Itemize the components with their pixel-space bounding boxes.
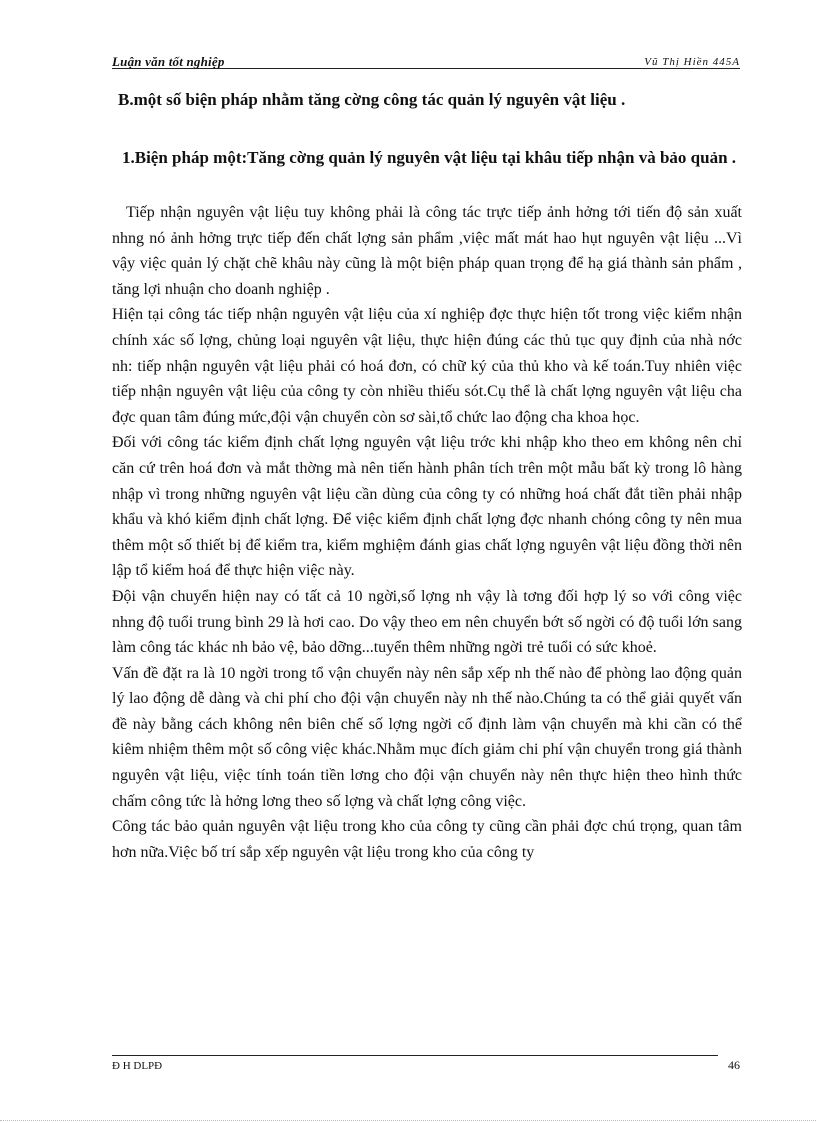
subsection-heading: 1.Biện pháp một:Tăng cờng quản lý nguyên vật liệu tại khâu tiếp nhận và bảo quản . bbox=[122, 148, 737, 167]
page-number: 46 bbox=[728, 1058, 740, 1072]
paragraph: Đội vận chuyển hiện nay có tất cả 10 ngời,số lợng nh vậy là tơng đối hợp lý so với công việc nhng độ tuổi trung bình 29 là hơi cao. Do vậy theo em nên chuyển bớt số ngời có độ tuổi lớn sang làm công tác khác nh bảo vệ, bảo dỡng...tuyển thêm những ngời trẻ tuổi có sức khoẻ. bbox=[112, 587, 742, 657]
section-heading: B.một số biện pháp nhằm tăng cờng công tác quản lý nguyên vật liệu . bbox=[118, 90, 626, 109]
running-header-author: Vũ Thị Hiền 445A bbox=[644, 56, 740, 68]
paragraph: Tiếp nhận nguyên vật liệu tuy không phải là công tác trực tiếp ảnh hởng tới tiến độ sản xuất nhng nó ảnh hởng trực tiếp đến chất lợng sản phẩm ,việc mất mát hao hụt nguyên vật liệu ...Vì vậy việc quản lý chặt chẽ khâu này cũng là một biện pháp quan trọng để hạ giá thành sản phẩm , tăng lợi nhuận cho doanh nghiệp . bbox=[112, 204, 742, 298]
paragraph: Vấn đề đặt ra là 10 ngời trong tổ vận chuyển này nên sắp xếp nh thế nào để phòng lao động quản lý lao động dễ dàng và chi phí cho đội vận chuyển này nh thế nào.Chúng ta có thể giải quyết vấn đề này bằng cách không nên biên chế số lợng ngời cố định làm vận chuyển mà khi cần có thể kiêm nhiệm thêm một số công việc khác.Nhằm mục đích giảm chi phí vận chuyển trong giá thành nguyên vật liệu, việc tính toán tiền lơng cho đội vận chuyển này nên thực hiện theo hình thức chấm công tức là hởng lơng theo số lợng và chất lợng công việc. bbox=[112, 664, 742, 810]
page-edge-divider bbox=[0, 1120, 816, 1121]
footer-institution: Đ H DLPĐ bbox=[112, 1060, 163, 1072]
running-header-title: Luận văn tốt nghiệp bbox=[112, 54, 225, 69]
footer-divider bbox=[112, 1055, 718, 1056]
paragraph: Công tác bảo quản nguyên vật liệu trong kho của công ty cũng cần phải đợc chú trọng, quan tâm hơn nữa.Việc bố trí sắp xếp nguyên vật liệu trong kho của công ty bbox=[112, 818, 742, 861]
header-divider bbox=[112, 68, 740, 69]
paragraph: Hiện tại công tác tiếp nhận nguyên vật liệu của xí nghiệp đợc thực hiện tốt trong việc kiểm nhận chính xác số lợng, chủng loại nguyên vật liệu, thực hiện đúng các thủ tục quy định của nhà nớc nh: tiếp nhận nguyên vật liệu phải có hoá đơn, có chữ ký của thủ kho và kế toán.Tuy nhiên việc tiếp nhận nguyên vật liệu của công ty còn nhiều thiếu sót.Cụ thể là chất lợng nguyên vật liệu cha đợc quan tâm đúng mức,đội vận chuyển còn sơ sài,tổ chức lao động cha khoa học. bbox=[112, 306, 742, 426]
body-text bbox=[112, 200, 742, 865]
paragraph: Đối với công tác kiểm định chất lợng nguyên vật liệu trớc khi nhập kho theo em không nên chỉ căn cứ trên hoá đơn và mắt thờng mà nên tiến hành phân tích trên một mẫu bất kỳ trong lô hàng nhập vì trong những nguyên vật liệu cần dùng của công ty có những hoá chất đắt tiền phải nhập khẩu và khó kiểm định chất lợng. Để việc kiểm định chất lợng đợc nhanh chóng công ty nên mua thêm một số thiết bị để kiểm tra, kiểm mghiệm đánh gias chất lợng nguyên vật liệu đồng thời nên lập tổ kiểm hoá để thực hiện việc này. bbox=[112, 434, 742, 580]
